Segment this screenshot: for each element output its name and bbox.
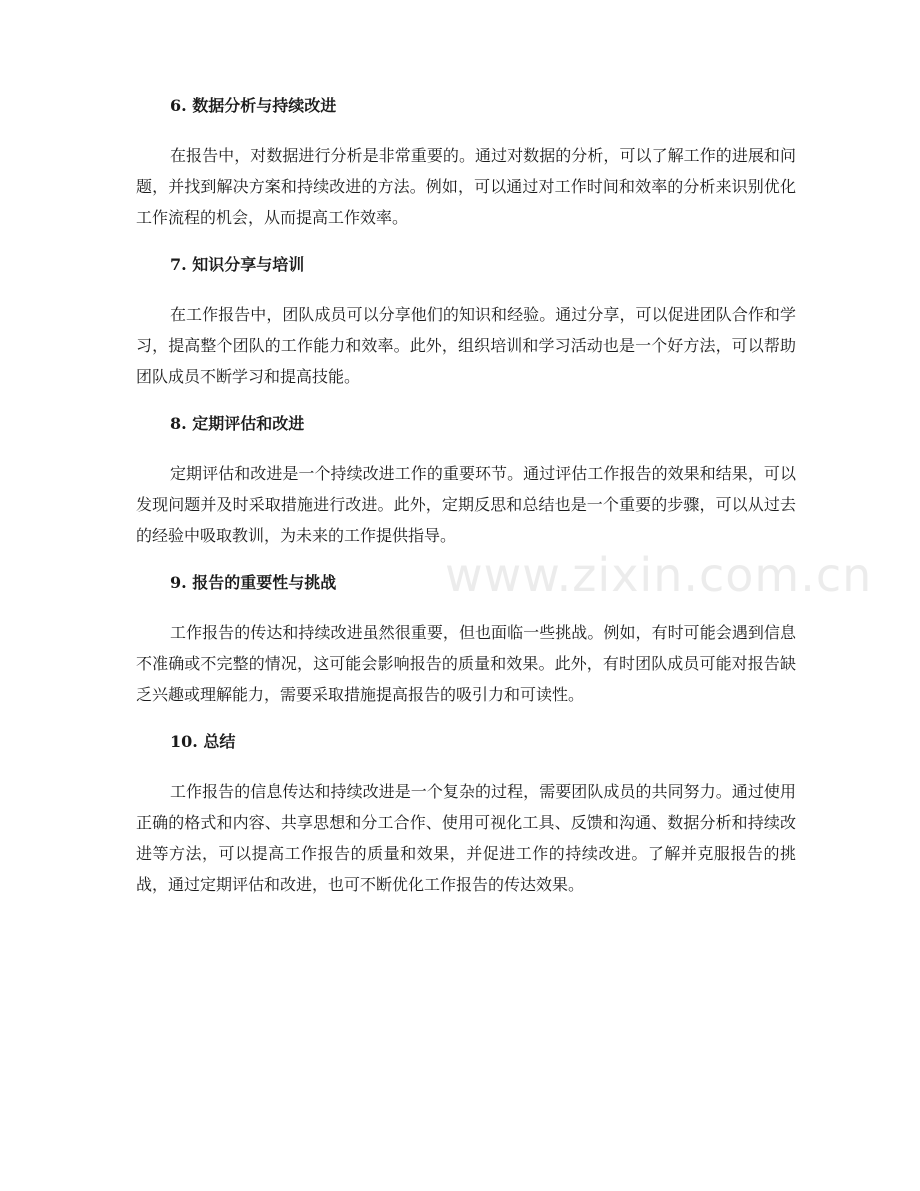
section-10-heading: 10. 总结 [170, 732, 236, 751]
section-10-paragraph: 工作报告的信息传达和持续改进是一个复杂的过程，需要团队成员的共同努力。通过使用正确的格式和内容、共享思想和分工合作、使用可视化工具、反馈和沟通、数据分析和持续改进等方法，可以提高工作报告的质量和效果，并促进工作的持续改进。了解并克服报告的挑战，通过定期评估和改进，也可不断优化工作报告的传达效果。 [136, 782, 796, 894]
section-8-heading: 8. 定期评估和改进 [170, 414, 305, 433]
section-9-paragraph: 工作报告的传达和持续改进虽然很重要，但也面临一些挑战。例如，有时可能会遇到信息不准确或不完整的情况，这可能会影响报告的质量和效果。此外，有时团队成员可能对报告缺乏兴趣或理解能力，需要采取措施提高报告的吸引力和可读性。 [136, 623, 796, 704]
section-7-paragraph: 在工作报告中，团队成员可以分享他们的知识和经验。通过分享，可以促进团队合作和学习，提高整个团队的工作能力和效率。此外，组织培训和学习活动也是一个好方法，可以帮助团队成员不断学习和提高技能。 [136, 305, 796, 386]
watermark-text: www.zixin.com.cn [445, 548, 873, 602]
section-6-paragraph: 在报告中，对数据进行分析是非常重要的。通过对数据的分析，可以了解工作的进展和问题，并找到解决方案和持续改进的方法。例如，可以通过对工作时间和效率的分析来识别优化工作流程的机会，从而提高工作效率。 [136, 146, 796, 227]
section-6-heading: 6. 数据分析与持续改进 [170, 96, 337, 115]
section-9-heading: 9. 报告的重要性与挑战 [170, 573, 337, 592]
section-8-paragraph: 定期评估和改进是一个持续改进工作的重要环节。通过评估工作报告的效果和结果，可以发现问题并及时采取措施进行改进。此外，定期反思和总结也是一个重要的步骤，可以从过去的经验中吸取教训，为未来的工作提供指导。 [136, 464, 796, 545]
document-body [136, 92, 796, 900]
section-7-heading: 7. 知识分享与培训 [170, 255, 305, 274]
